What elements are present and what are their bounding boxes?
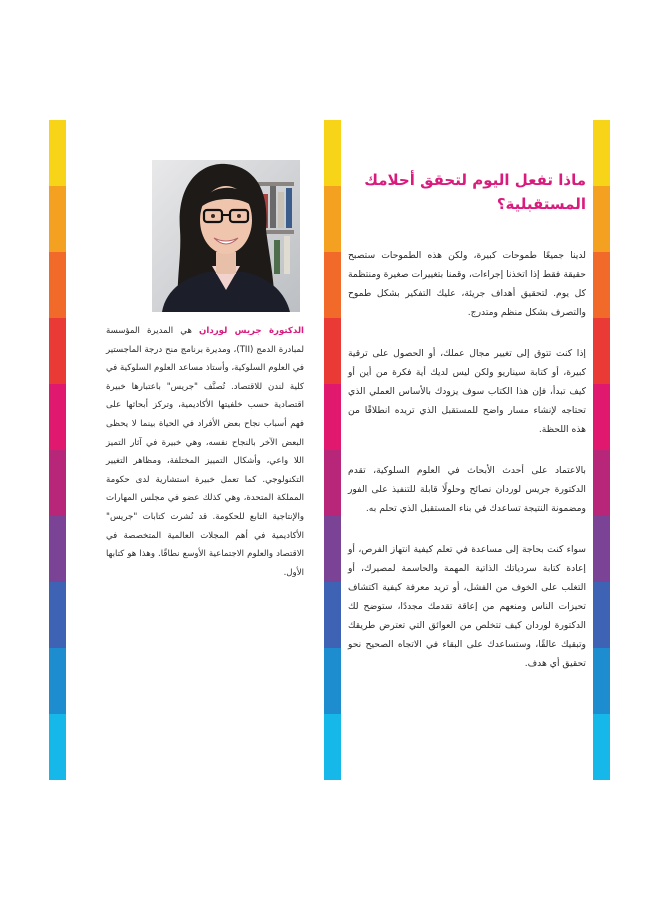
author-bio-text	[106, 322, 304, 582]
stripe-segment	[593, 384, 610, 450]
stripe-segment	[49, 516, 66, 582]
stripe-segment	[593, 582, 610, 648]
stripe-segment	[593, 450, 610, 516]
bio-body: هي المديرة المؤسسة لمبادرة الدمج (TII)، ومديرة برنامج منح درجة الماجستير في العلوم السلوكية، وأستاذ مساعد العلوم السلوكية في كلية لندن للاقتصاد. تُصنَّف "جريس" باعتبارها خبيرة اقتصادية حسب خلفيتها الأكاديمية، وتركز أبحاثها على فهم أسباب نجاح بعض الأفراد في الحياة بينما لا يحظى البعض الآخر بالنجاح نفسه، وهي خبيرة في آثار التميز اللا واعي، وأشكال التمييز المختلفة، ومظاهر التغيير التكنولوجي. كما تعمل خبيرة استشارية لدى حكومة المملكة المتحدة، وهي كذلك عضو في مجلس المهارات والإنتاجية التابع للحكومة. قد نُشرت كتابات "جريس" الأكاديمية في أهم المجلات العالمية المتخصصة في الاقتصاد والعلوم الاجتماعية الأوسع نطاقًا. وهذا هو كتابها الأول.	[106, 326, 305, 578]
stripe-segment	[324, 516, 341, 582]
stripe-segment	[49, 714, 66, 780]
book-description	[348, 168, 586, 695]
author-bio	[106, 322, 304, 582]
color-stripe-left	[49, 120, 66, 780]
stripe-segment	[324, 714, 341, 780]
stripe-segment	[593, 318, 610, 384]
author-name: الدكتورة جريس لوردان	[199, 326, 305, 336]
stripe-segment	[49, 450, 66, 516]
stripe-segment	[324, 384, 341, 450]
stripe-segment	[49, 318, 66, 384]
description-paragraph: بالاعتماد على أحدث الأبحاث في العلوم السلوكية، تقدم الدكتورة جريس لوردان نصائح وحلولًا قابلة للتنفيذ على الفور ومضمونة النتيجة تساعدك في بناء المستقبل الذي تحلم به.	[348, 465, 586, 514]
description-paragraph: إذا كنت تتوق إلى تغيير مجال عملك، أو الحصول على ترقية كبيرة، أو كتابة سيناريو ولكن ليس لديك أية فكرة من أين أو كيف تبدأ، فإن هذا الكتاب سوف يزودك بالأساس العملي الذي تحتاجه لإنشاء مسار واضح للمستقبل الذي تريده انطلاقًا من هذه اللحظة.	[348, 348, 586, 435]
stripe-segment	[593, 516, 610, 582]
page-title: ماذا تفعل اليوم لتحقق أحلامك المستقبلية؟	[364, 171, 586, 213]
stripe-segment	[49, 186, 66, 252]
color-stripe-middle	[324, 120, 341, 780]
stripe-segment	[324, 582, 341, 648]
stripe-segment	[324, 252, 341, 318]
stripe-segment	[49, 648, 66, 714]
stripe-segment	[593, 714, 610, 780]
stripe-segment	[324, 120, 341, 186]
color-stripe-right	[593, 120, 610, 780]
stripe-segment	[324, 648, 341, 714]
description-paragraph: لدينا جميعًا طموحات كبيرة، ولكن هذه الطموحات ستصبح حقيقة فقط إذا اتخذنا إجراءات، وقمنا بتغييرات صغيرة ومنتظمة كل يوم. لتحقيق أهداف جريئة، عليك التفكير بشكل طموح والتصرف بشكل منظم ومتدرج.	[348, 250, 586, 318]
stripe-segment	[49, 120, 66, 186]
stripe-segment	[324, 450, 341, 516]
stripe-segment	[593, 120, 610, 186]
stripe-segment	[49, 252, 66, 318]
stripe-segment	[593, 252, 610, 318]
stripe-segment	[49, 384, 66, 450]
stripe-segment	[324, 318, 341, 384]
author-photo	[152, 160, 300, 312]
stripe-segment	[324, 186, 341, 252]
stripe-segment	[593, 648, 610, 714]
stripe-segment	[593, 186, 610, 252]
stripe-segment	[49, 582, 66, 648]
description-paragraph: سواء كنت بحاجة إلى مساعدة في تعلم كيفية انتهاز الفرص، أو إعادة كتابة سردياتك الذاتية المهمة والحاسمة لمصيرك، أو التغلب على الخوف من الفشل، أو تريد معرفة كيفية اكتشاف تحيزات الناس ومنعهم من إعاقة تقدمك مجددًا، ستوضح لك الدكتورة لوردان كيف تتخلص من العوائق التي تعترض طريقك وتبقيك عالقًا، وستساعدك على البقاء في الاتجاه الصحيح نحو تحقيق أي هدف.	[348, 544, 586, 669]
